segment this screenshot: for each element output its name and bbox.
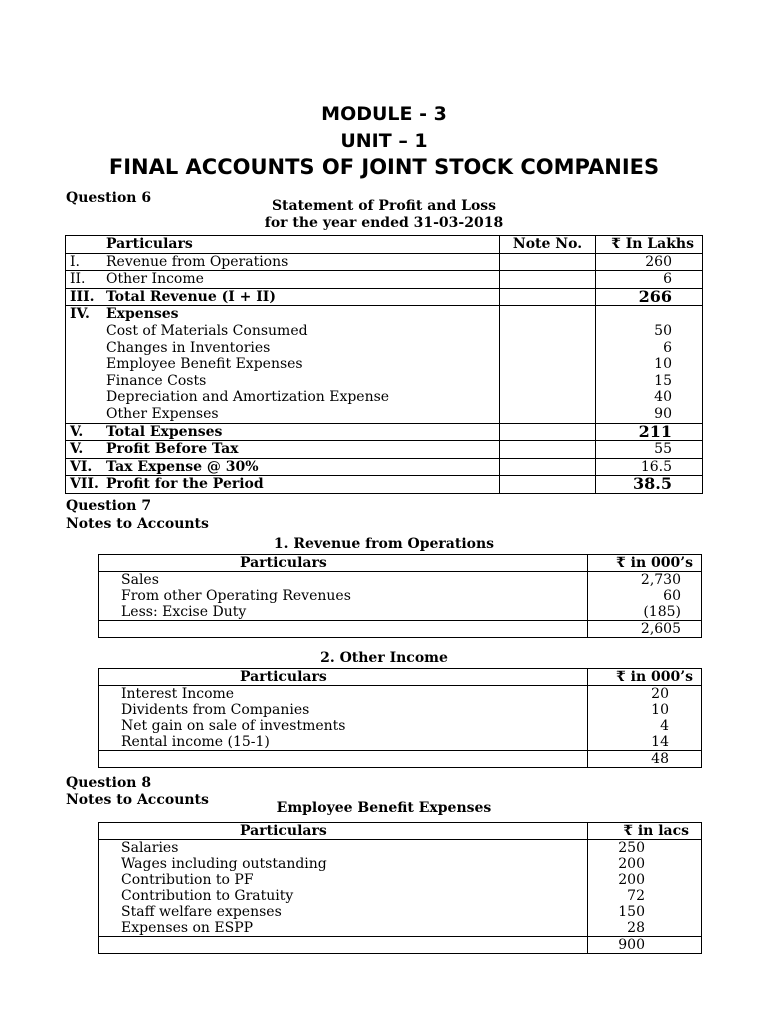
row-label: Contribution to Gratuity	[99, 888, 588, 904]
row-label: Wages including outstanding	[99, 856, 588, 872]
row-value: 200	[588, 872, 702, 888]
table-row: I. Revenue from Operations 260	[66, 253, 703, 271]
row-label: Dividents from Companies	[99, 702, 588, 718]
row-label: Expenses	[106, 306, 179, 323]
row-label: Total Expenses	[106, 423, 223, 440]
row-label: Revenue from Operations	[106, 253, 289, 270]
row-value: 38.5	[596, 476, 703, 494]
table-row	[99, 588, 702, 604]
table-row	[99, 604, 702, 621]
row-label: Employee Benefit Expenses	[106, 356, 303, 373]
row-value: 2,605	[588, 621, 702, 638]
col-amount: ₹ in 000’s	[588, 555, 702, 572]
page-title: FINAL ACCOUNTS OF JOINT STOCK COMPANIES	[108, 155, 660, 179]
col-amount: ₹ In Lakhs	[596, 236, 703, 254]
row-label: Tax Expense @ 30%	[106, 458, 259, 475]
statement-subtitle: for the year ended 31-03-2018	[264, 215, 504, 231]
row-label: Interest Income	[99, 686, 588, 703]
statement-title: Statement of Profit and Loss	[271, 198, 497, 214]
row-value: 14	[588, 734, 702, 751]
other-income-table	[98, 668, 702, 768]
table-row	[99, 856, 702, 872]
table-row	[99, 840, 702, 857]
row-label: Cost of Materials Consumed	[106, 322, 308, 339]
table-row-total	[99, 621, 702, 638]
notes-to-accounts-label: Notes to Accounts	[66, 792, 209, 808]
row-label: Staff welfare expenses	[99, 904, 588, 920]
row-label: Other Expenses	[106, 405, 219, 422]
table-row	[99, 920, 702, 937]
row-label: Net gain on sale of investments	[99, 718, 588, 734]
row-label: Contribution to PF	[99, 872, 588, 888]
row-label: Total Revenue (I + II)	[106, 288, 276, 305]
col-particulars: Particulars	[99, 669, 588, 686]
row-label: Other Income	[106, 271, 204, 288]
expenses-block: IV. Expenses Cost of Materials Consumed Changes in Inventories Employee Benefit Expenses Finance Costs Depreciation and Amortization Expense Other Expenses 50 6 10 15 40 90	[66, 306, 703, 423]
row-value: 2,730	[588, 572, 702, 589]
table-row	[99, 718, 702, 734]
employee-benefit-table	[98, 822, 702, 954]
table-row-total: V. Total Expenses 211	[66, 423, 703, 441]
row-value: 6	[663, 339, 672, 356]
table-row-total	[99, 937, 702, 954]
table-row	[99, 872, 702, 888]
table-row	[99, 572, 702, 589]
row-value: 6	[596, 271, 703, 289]
table-header-row	[99, 823, 702, 840]
table-row: V. Profit Before Tax 55	[66, 441, 703, 459]
table-row: II. Other Income 6	[66, 271, 703, 289]
row-label: Changes in Inventories	[106, 339, 271, 356]
row-value: 250	[588, 840, 702, 857]
row-label: Less: Excise Duty	[99, 604, 588, 621]
unit-heading: UNIT – 1	[340, 130, 428, 152]
row-value: 72	[588, 888, 702, 904]
row-label: From other Operating Revenues	[99, 588, 588, 604]
table-row	[99, 702, 702, 718]
revenue-operations-table	[98, 554, 702, 638]
notes-to-accounts-label: Notes to Accounts	[66, 516, 209, 532]
row-label: Profit for the Period	[106, 476, 264, 493]
row-value: 266	[596, 288, 703, 306]
row-value: 211	[596, 423, 703, 441]
row-value: 10	[654, 356, 672, 373]
note2-title: 2. Other Income	[320, 650, 448, 666]
table-row-total	[99, 751, 702, 768]
table-header-row	[99, 669, 702, 686]
row-value: 15	[654, 372, 672, 389]
table-row: VI. Tax Expense @ 30% 16.5	[66, 458, 703, 476]
row-label: Rental income (15-1)	[99, 734, 588, 751]
table-row	[99, 734, 702, 751]
table-row	[99, 888, 702, 904]
module-heading: MODULE - 3	[321, 103, 447, 125]
row-value: (185)	[588, 604, 702, 621]
table-header-row	[99, 555, 702, 572]
row-value: 55	[596, 441, 703, 459]
col-particulars: Particulars	[99, 555, 588, 572]
row-value: 60	[588, 588, 702, 604]
row-value: 28	[588, 920, 702, 937]
table-row-total: III. Total Revenue (I + II) 266	[66, 288, 703, 306]
row-value: 4	[588, 718, 702, 734]
row-value: 10	[588, 702, 702, 718]
col-note-no: Note No.	[500, 236, 596, 254]
question-6-label: Question 6	[66, 190, 152, 206]
row-label: Finance Costs	[106, 372, 207, 389]
col-particulars: Particulars	[66, 236, 500, 254]
table-row	[99, 904, 702, 920]
profit-loss-table	[65, 235, 703, 494]
row-value: 200	[588, 856, 702, 872]
row-value: 150	[588, 904, 702, 920]
row-label: Expenses on ESPP	[99, 920, 588, 937]
row-label: Depreciation and Amortization Expense	[106, 389, 390, 406]
row-label: Profit Before Tax	[106, 441, 239, 458]
table-row	[99, 686, 702, 703]
col-amount: ₹ in 000’s	[588, 669, 702, 686]
note1-title: 1. Revenue from Operations	[273, 536, 495, 552]
col-amount: ₹ in lacs	[588, 823, 702, 840]
row-label: Sales	[99, 572, 588, 589]
row-value: 50	[654, 322, 672, 339]
row-label: Salaries	[99, 840, 588, 857]
row-value: 20	[588, 686, 702, 703]
table-header-row	[66, 236, 703, 254]
row-value: 40	[654, 389, 672, 406]
question-8-label: Question 8	[66, 775, 152, 791]
col-particulars: Particulars	[99, 823, 588, 840]
row-value: 16.5	[596, 458, 703, 476]
row-value: 90	[654, 405, 672, 422]
question-7-label: Question 7	[66, 498, 152, 514]
employee-benefit-title: Employee Benefit Expenses	[276, 800, 492, 816]
table-row-total: VII. Profit for the Period 38.5	[66, 476, 703, 494]
row-value: 48	[588, 751, 702, 768]
row-value: 260	[596, 253, 703, 271]
row-value: 900	[588, 937, 702, 954]
